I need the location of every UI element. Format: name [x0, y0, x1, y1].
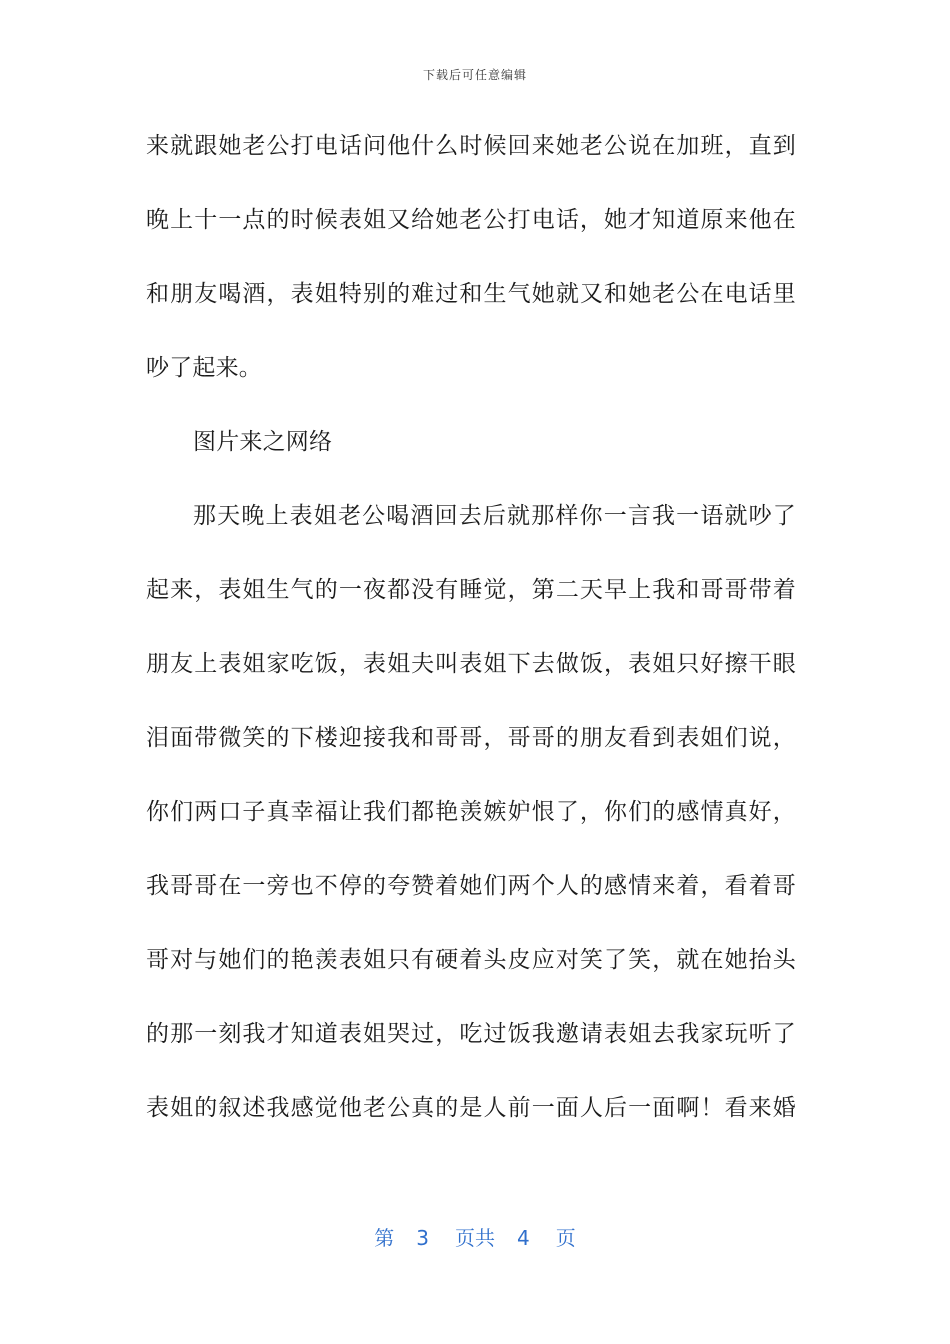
text-line: 我哥哥在一旁也不停的夸赞着她们两个人的感情来着，看着哥 [146, 873, 796, 899]
text-line: 泪面带微笑的下楼迎接我和哥哥，哥哥的朋友看到表姐们说， [146, 725, 796, 751]
text-line: 和朋友喝酒，表姐特别的难过和生气她就又和她老公在电话里 [146, 281, 796, 307]
body-text [146, 120, 796, 1156]
text-line: 你们两口子真幸福让我们都艳羡嫉妒恨了，你们的感情真好， [146, 799, 796, 825]
text-line: 朋友上表姐家吃饭，表姐夫叫表姐下去做饭，表姐只好擦干眼 [146, 651, 796, 677]
text-line: 吵了起来。 [146, 355, 262, 381]
text-line: 的那一刻我才知道表姐哭过，吃过饭我邀请表姐去我家玩听了 [146, 1021, 796, 1047]
page-header: 下载后可任意编辑 [422, 68, 527, 82]
text-line: 来就跟她老公打电话问他什么时候回来她老公说在加班，直到 [146, 133, 796, 159]
text-line: 晚上十一点的时候表姐又给她老公打电话，她才知道原来他在 [146, 207, 796, 233]
footer-current-page: 3 [416, 1226, 429, 1250]
text-line: 哥对与她们的艳羡表姐只有硬着头皮应对笑了笑，就在她抬头 [146, 947, 796, 973]
footer-suffix: 页 [555, 1226, 576, 1250]
footer-total-pages: 4 [517, 1226, 530, 1250]
page-footer [0, 1222, 950, 1251]
text-line: 表姐的叙述我感觉他老公真的是人前一面人后一面啊！看来婚 [146, 1095, 796, 1121]
text-line: 那天晚上表姐老公喝酒回去后就那样你一言我一语就吵了 [193, 503, 796, 529]
footer-prefix: 第 [374, 1226, 395, 1250]
image-caption: 图片来之网络 [193, 429, 333, 455]
footer-middle: 页共 [455, 1226, 495, 1250]
text-line: 起来，表姐生气的一夜都没有睡觉，第二天早上我和哥哥带着 [146, 577, 796, 603]
